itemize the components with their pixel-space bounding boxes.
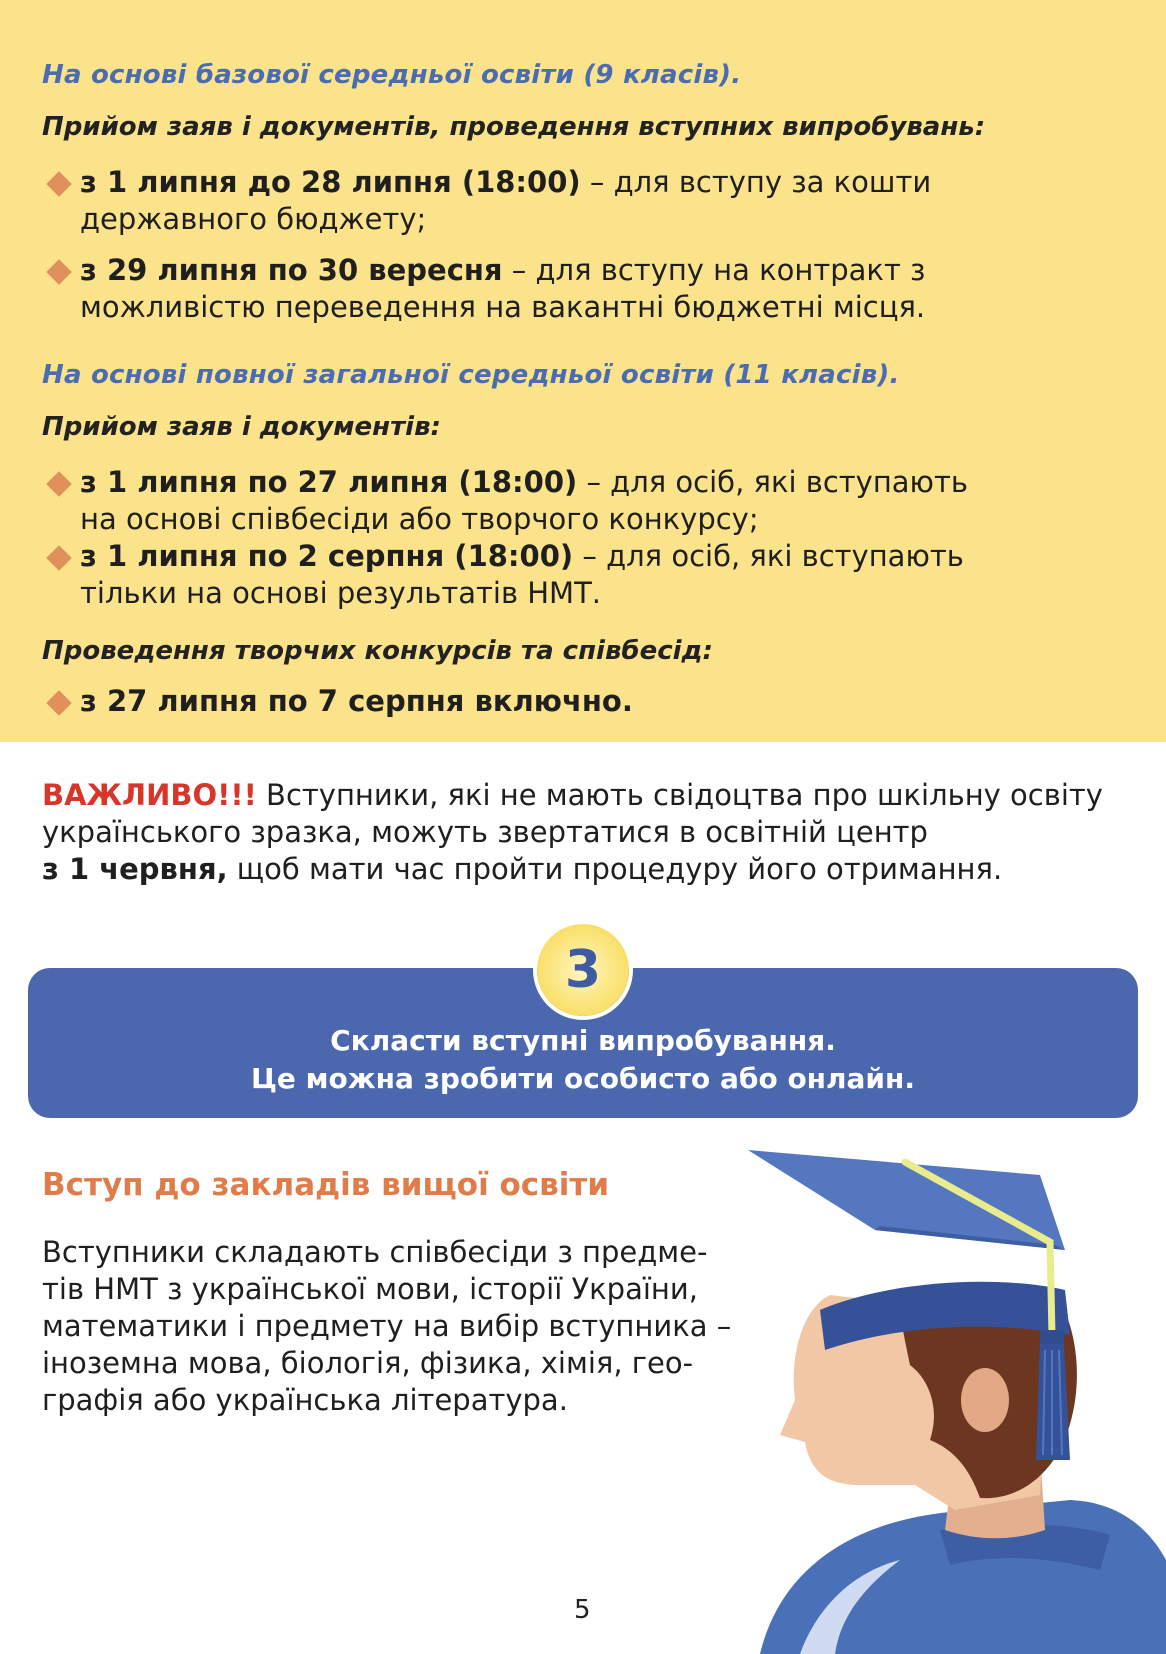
full-item-2-text-cont: тільки на основі результатів НМТ.	[80, 576, 602, 610]
full-item-1-dates: з 1 липня по 27 липня (18:00)	[80, 465, 578, 499]
paragraph-line: математики і предмету на вибір вступника –	[42, 1309, 732, 1343]
important-date: з 1 червня,	[42, 852, 228, 886]
paragraph-line: Вступники складають співбесіди з предме-	[42, 1235, 708, 1269]
full-item-2	[80, 538, 964, 612]
higher-education-title: Вступ до закладів вищої освіти	[42, 1167, 610, 1203]
paragraph-line: тів НМТ з української мови, історії України,	[42, 1272, 698, 1306]
important-line-2: українського зразка, можуть звертатися в освітній центр	[42, 815, 928, 849]
tassel-knot	[1040, 1330, 1064, 1344]
full-documents-heading: Прийом заяв і документів:	[42, 412, 441, 442]
basic-documents-heading: Прийом заяв і документів, проведення вступних випробувань:	[42, 112, 986, 142]
basic-item-1-text-cont: державного бюджету;	[80, 202, 427, 236]
basic-item-1-dates: з 1 липня до 28 липня (18:00)	[80, 165, 581, 199]
important-line-3: щоб мати час пройти процедуру його отримання.	[227, 852, 1003, 886]
important-label: ВАЖЛИВО!!!	[42, 778, 257, 812]
step-line-1: Скласти вступні випробування.	[330, 1024, 836, 1057]
graduate-ear	[961, 1368, 1009, 1432]
full-education-heading: На основі повної загальної середньої освіти (11 класів).	[42, 360, 900, 390]
basic-item-2-text-cont: можливістю переведення на вакантні бюджетні місця.	[80, 290, 926, 324]
step-line-2: Це можна зробити особисто або онлайн.	[250, 1062, 916, 1095]
important-note	[42, 777, 1142, 888]
basic-item-2	[80, 252, 925, 326]
basic-item-1-text: – для вступу за кошти	[580, 165, 932, 199]
basic-education-heading: На основі базової середньої освіти (9 класів).	[42, 60, 742, 90]
full-item-1	[80, 464, 968, 538]
full-item-2-text: – для осіб, які вступають	[573, 539, 964, 573]
contests-item	[80, 683, 633, 720]
contests-heading: Проведення творчих конкурсів та співбесід:	[42, 636, 713, 666]
step-number-badge: 3	[537, 924, 629, 1016]
basic-item-1	[80, 164, 931, 238]
important-line-1: Вступники, які не мають свідоцтва про шкільну освіту	[256, 778, 1103, 812]
higher-education-paragraph	[42, 1234, 762, 1419]
full-item-1-text-cont: на основі співбесіди або творчого конкурсу;	[80, 502, 759, 536]
basic-item-2-text: – для вступу на контракт з	[502, 253, 926, 287]
paragraph-line: графія або українська література.	[42, 1383, 568, 1417]
graduate-illustration	[740, 1150, 1166, 1654]
full-item-1-text: – для осіб, які вступають	[577, 465, 968, 499]
basic-item-2-dates: з 29 липня по 30 вересня	[80, 253, 503, 287]
contests-item-dates: з 27 липня по 7 серпня включно.	[80, 684, 633, 718]
paragraph-line: іноземна мова, біологія, фізика, хімія, гео-	[42, 1346, 694, 1380]
page-number: 5	[574, 1595, 591, 1625]
full-item-2-dates: з 1 липня по 2 серпня (18:00)	[80, 539, 574, 573]
